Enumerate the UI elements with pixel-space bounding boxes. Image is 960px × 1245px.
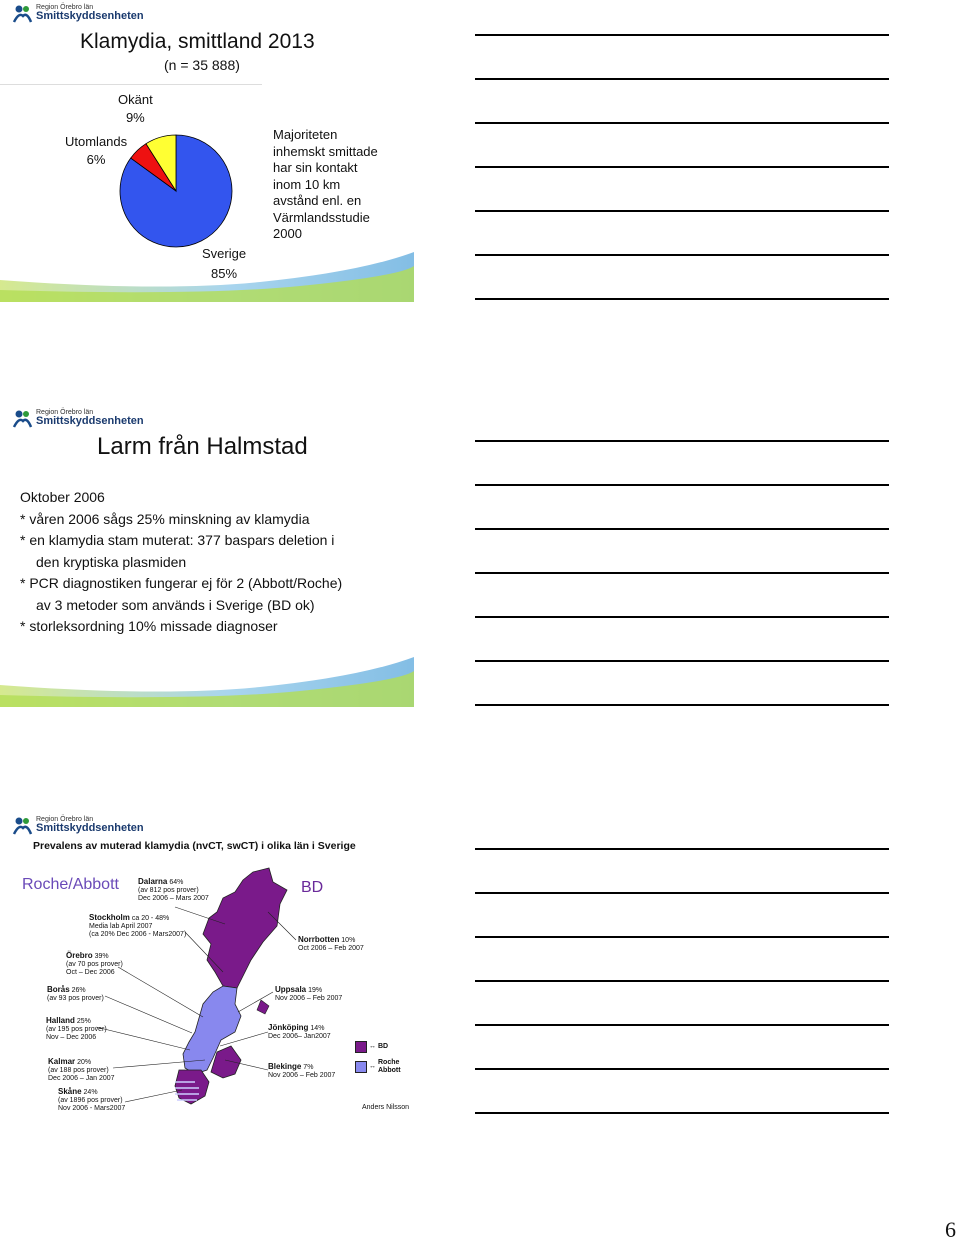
slide1-subtitle: (n = 35 888) bbox=[164, 57, 240, 73]
label-jonkoping: Jönköping 14% Dec 2006– Jan2007 bbox=[268, 1023, 331, 1040]
slide-2 bbox=[0, 405, 414, 707]
pie-label-utomlands: Utomlands 6% bbox=[65, 134, 128, 167]
bd-heading: BD bbox=[301, 879, 324, 896]
slide-1 bbox=[0, 0, 414, 302]
region-logo-icon bbox=[11, 407, 33, 429]
slide-wave bbox=[0, 242, 414, 302]
page-number: 6 bbox=[945, 1217, 956, 1242]
notes-lines-1 bbox=[475, 34, 889, 342]
region-logo-icon bbox=[11, 2, 33, 24]
legend-bd: ↔ BD bbox=[355, 1041, 388, 1053]
slide2-body: Oktober 2006 * våren 2006 sågs 25% minskning av klamydia * en klamydia stam muterat: 377 baspars deletion i den kryptiska plasmiden * PCR diagnostiken fungerar ej för 2 (Abbott/Roche) av 3 metoder som används i Sverige (BD ok) * storleksordning 10% missade diagnoser bbox=[20, 489, 343, 634]
label-boras: Borås 26% (av 93 pos prover) bbox=[47, 985, 104, 1002]
notes-lines-3 bbox=[475, 848, 889, 1156]
logo: Region Örebro län Smittskyddsenheten bbox=[11, 814, 144, 836]
pie-label-sverige: Sverige 85% bbox=[202, 246, 247, 281]
label-norrbotten: Norrbotten 10% Oct 2006 – Feb 2007 bbox=[298, 935, 364, 952]
roche-abbott-heading: Roche/Abbott bbox=[22, 876, 119, 893]
logo-line2: Smittskyddsenheten bbox=[36, 10, 144, 22]
slide-wave bbox=[0, 647, 414, 707]
pie-chart bbox=[118, 133, 234, 249]
double-arrow-icon: ↔ bbox=[369, 1043, 376, 1050]
logo-line1: Region Örebro län bbox=[36, 4, 94, 11]
slide-3 bbox=[0, 812, 414, 1114]
label-halland: Halland 25% (av 195 pos prover) Nov – Dec 2006 bbox=[46, 1016, 107, 1041]
divider bbox=[0, 84, 262, 85]
legend-roche-swatch bbox=[355, 1061, 367, 1073]
slide1-title: Klamydia, smittland 2013 bbox=[80, 30, 315, 53]
credit: Anders Nilsson bbox=[362, 1104, 410, 1111]
slide2-title: Larm från Halmstad bbox=[97, 433, 308, 460]
label-orebro: Örebro 39% (av 70 pos prover) Oct – Dec 2006 bbox=[66, 951, 123, 976]
pie-label-okant: Okänt 9% bbox=[118, 92, 153, 125]
double-arrow-icon: ↔ bbox=[369, 1063, 376, 1070]
notes-lines-2 bbox=[475, 440, 889, 748]
label-kalmar: Kalmar 20% (av 188 pos prover) Dec 2006 – Jan 2007 bbox=[48, 1057, 115, 1082]
label-uppsala: Uppsala 19% Nov 2006 – Feb 2007 bbox=[275, 985, 343, 1002]
label-stockholm: Stockholm ca 20 - 48% Media lab April 2007 (ca 20% Dec 2006 - Mars2007) bbox=[89, 913, 187, 938]
label-skane: Skåne 24% (av 1896 pos prover) Nov 2006 - Mars2007 bbox=[58, 1087, 126, 1112]
side-text: Majoriteten inhemskt smittade har sin kontakt inom 10 km avstånd enl. en Värmlandsstudie 2000 bbox=[273, 127, 378, 241]
label-dalarna: Dalarna 64% (av 812 pos prover) Dec 2006 – Mars 2007 bbox=[138, 877, 209, 902]
slide3-title: Prevalens av muterad klamydia (nvCT, swCT) i olika län i Sverige bbox=[33, 840, 356, 852]
legend-bd-swatch bbox=[355, 1041, 367, 1053]
label-blekinge: Blekinge 7% Nov 2006 – Feb 2007 bbox=[268, 1062, 336, 1079]
logo: Region Örebro län Smittskyddsenheten bbox=[11, 407, 144, 429]
legend-roche: ↔ Roche Abbott bbox=[355, 1059, 401, 1075]
logo bbox=[11, 2, 144, 24]
